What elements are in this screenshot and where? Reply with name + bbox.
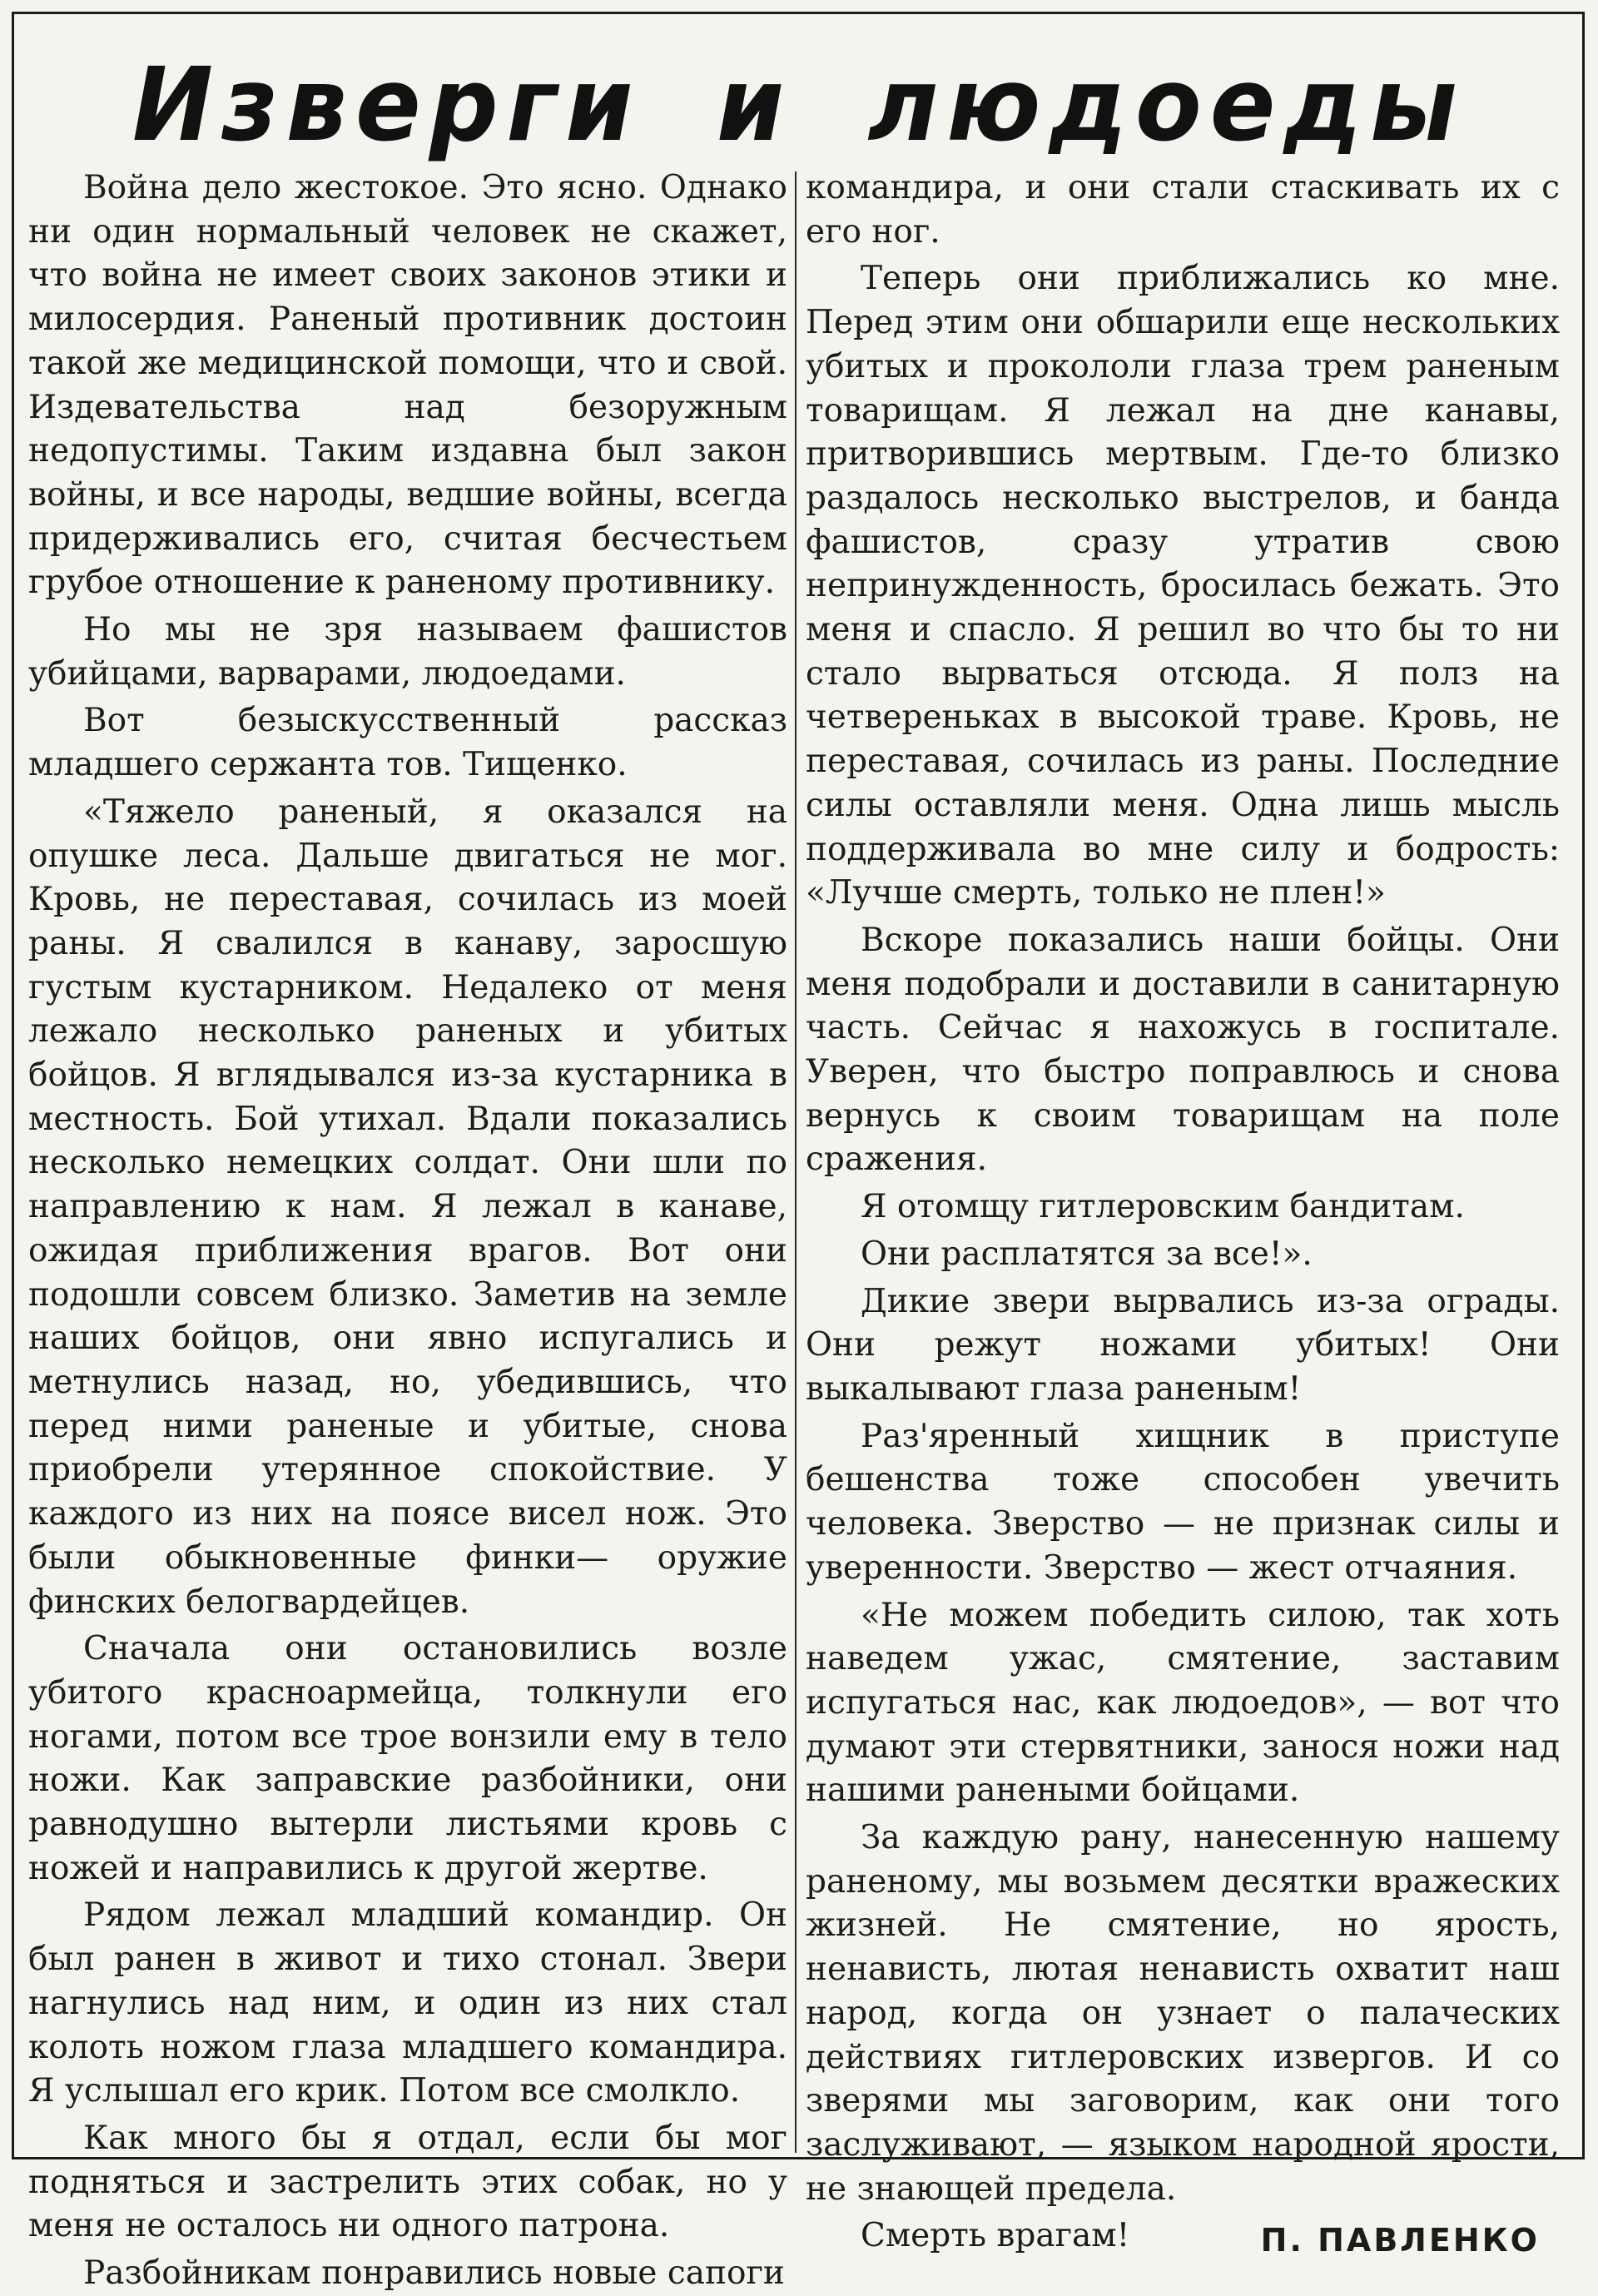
paragraph: Вскоре показались наши бойцы. Они меня подобрали и доставили в санитарную часть. Сейчас я нахожусь в госпитале. Уверен, что быстро поправлюсь и снова вернусь к своим товарищам на поле сражения.: [806, 921, 1560, 1179]
paragraph: Как много бы я отдал, если бы мог подняться и застрелить этих собак, но у меня не осталось ни одного патрона.: [28, 2119, 787, 2245]
paragraph: Я отомщу гитлеровским бандитам.: [861, 1188, 1465, 1226]
paragraph: Разбойникам понравились новые сапоги: [83, 2254, 785, 2293]
paragraph: Раз'яренный хищник в приступе бешенства тоже способен увечить человека. Зверство — не признак силы и уверенности. Зверство — жест отчаяния.: [806, 1417, 1560, 1587]
paragraph: За каждую рану, нанесенную нашему раненому, мы возьмем десятки вражеских жизней. Не смятение, но ярость, ненависть, лютая ненависть охватит наш народ, когда он узнает о палаческих действиях гитлеровских извергов. И со зверями мы заговорим, как они того заслуживают, — языком народной ярости, не знающей предела.: [806, 1819, 1560, 2208]
right-column: [806, 166, 1560, 2259]
paragraph: командира, и они стали стаскивать их с его ног.: [806, 169, 1560, 251]
paragraph: Война дело жестокое. Это ясно. Однако ни один нормальный человек не скажет, что война не имеет своих законов этики и милосердия. Раненый противник достоин такой же медицинской помощи, что и свой. Издевательства над безоружным недопустимы. Таким издавна был закон войны, и все народы, ведшие войны, всегда придерживались его, считая бесчестьем грубое отношение к раненому противнику.: [28, 169, 787, 602]
paragraph: Теперь они приближались ко мне. Перед этим они обшарили еще нескольких убитых и прокололи глаза трем раненым товарищам. Я лежал на дне канавы, притворившись мертвым. Где-то близко раздалось несколько выстрелов, и банда фашистов, сразу утратив свою непринужденность, бросилась бежать. Это меня и спасло. Я решил во что бы то ни стало вырваться отсюда. Я полз на четвереньках в высокой траве. Кровь, не переставая, сочилась из раны. Последние силы оставляли меня. Одна лишь мысль поддерживала во мне силу и бодрость: «Лучше смерть, только не плен!»: [806, 260, 1560, 912]
paragraph: Вот безыскусственный рассказ младшего сержанта тов. Тищенко.: [28, 702, 787, 784]
paragraph: «Не можем победить силою, так хоть наведем ужас, смятение, заставим испугаться нас, как людоедов», — вот что думают эти стервятники, занося ножи над нашими ранеными бойцами.: [806, 1596, 1560, 1810]
left-column: [28, 166, 787, 2293]
paragraph: «Тяжело раненый, я оказался на опушке леса. Дальше двигаться не мог. Кровь, не переставая, сочилась из моей раны. Я свалился в канаву, заросшую густым кустарником. Недалеко от меня лежало несколько раненых и убитых бойцов. Я вглядывался из-за кустарника в местность. Бой утихал. Вдали показались несколько немецких солдат. Они шли по направлению к нам. Я лежал в канаве, ожидая приближения врагов. Вот они подошли совсем близко. Заметив на земле наших бойцов, они явно испугались и метнулись назад, но, убедившись, что перед ними раненые и убитые, снова приобрели утерянное спокойствие. У каждого из них на поясе висел нож. Это были обыкновенные финки— оружие финских белогвардейцев.: [28, 793, 787, 1621]
paragraph: Рядом лежал младший командир. Он был ранен в живот и тихо стонал. Звери нагнулись над ним, и один из них стал колоть ножом глаза младшего командира. Я услышал его крик. Потом все смолкло.: [28, 1896, 787, 2110]
author-signature: П. ПАВЛЕНКО: [1260, 2222, 1540, 2259]
paragraph: Сначала они остановились возле убитого красноармейца, толкнули его ногами, потом все трое вонзили ему в тело ножи. Как заправские разбойники, они равнодушно вытерли листьями кровь с ножей и направились к другой жертве.: [28, 1630, 787, 1887]
paragraph: Они расплатятся за все!».: [861, 1235, 1313, 1273]
paragraph: Дикие звери вырвались из-за ограды. Они режут ножами убитых! Они выкалывают глаза раненым!: [806, 1282, 1560, 1408]
article-headline: Изверги и людоеды: [132, 46, 1466, 165]
column-rule: [795, 171, 797, 2153]
paragraph: Но мы не зря называем фашистов убийцами, варварами, людоедами.: [28, 611, 787, 693]
closing-line: Смерть врагам!: [861, 2217, 1130, 2255]
